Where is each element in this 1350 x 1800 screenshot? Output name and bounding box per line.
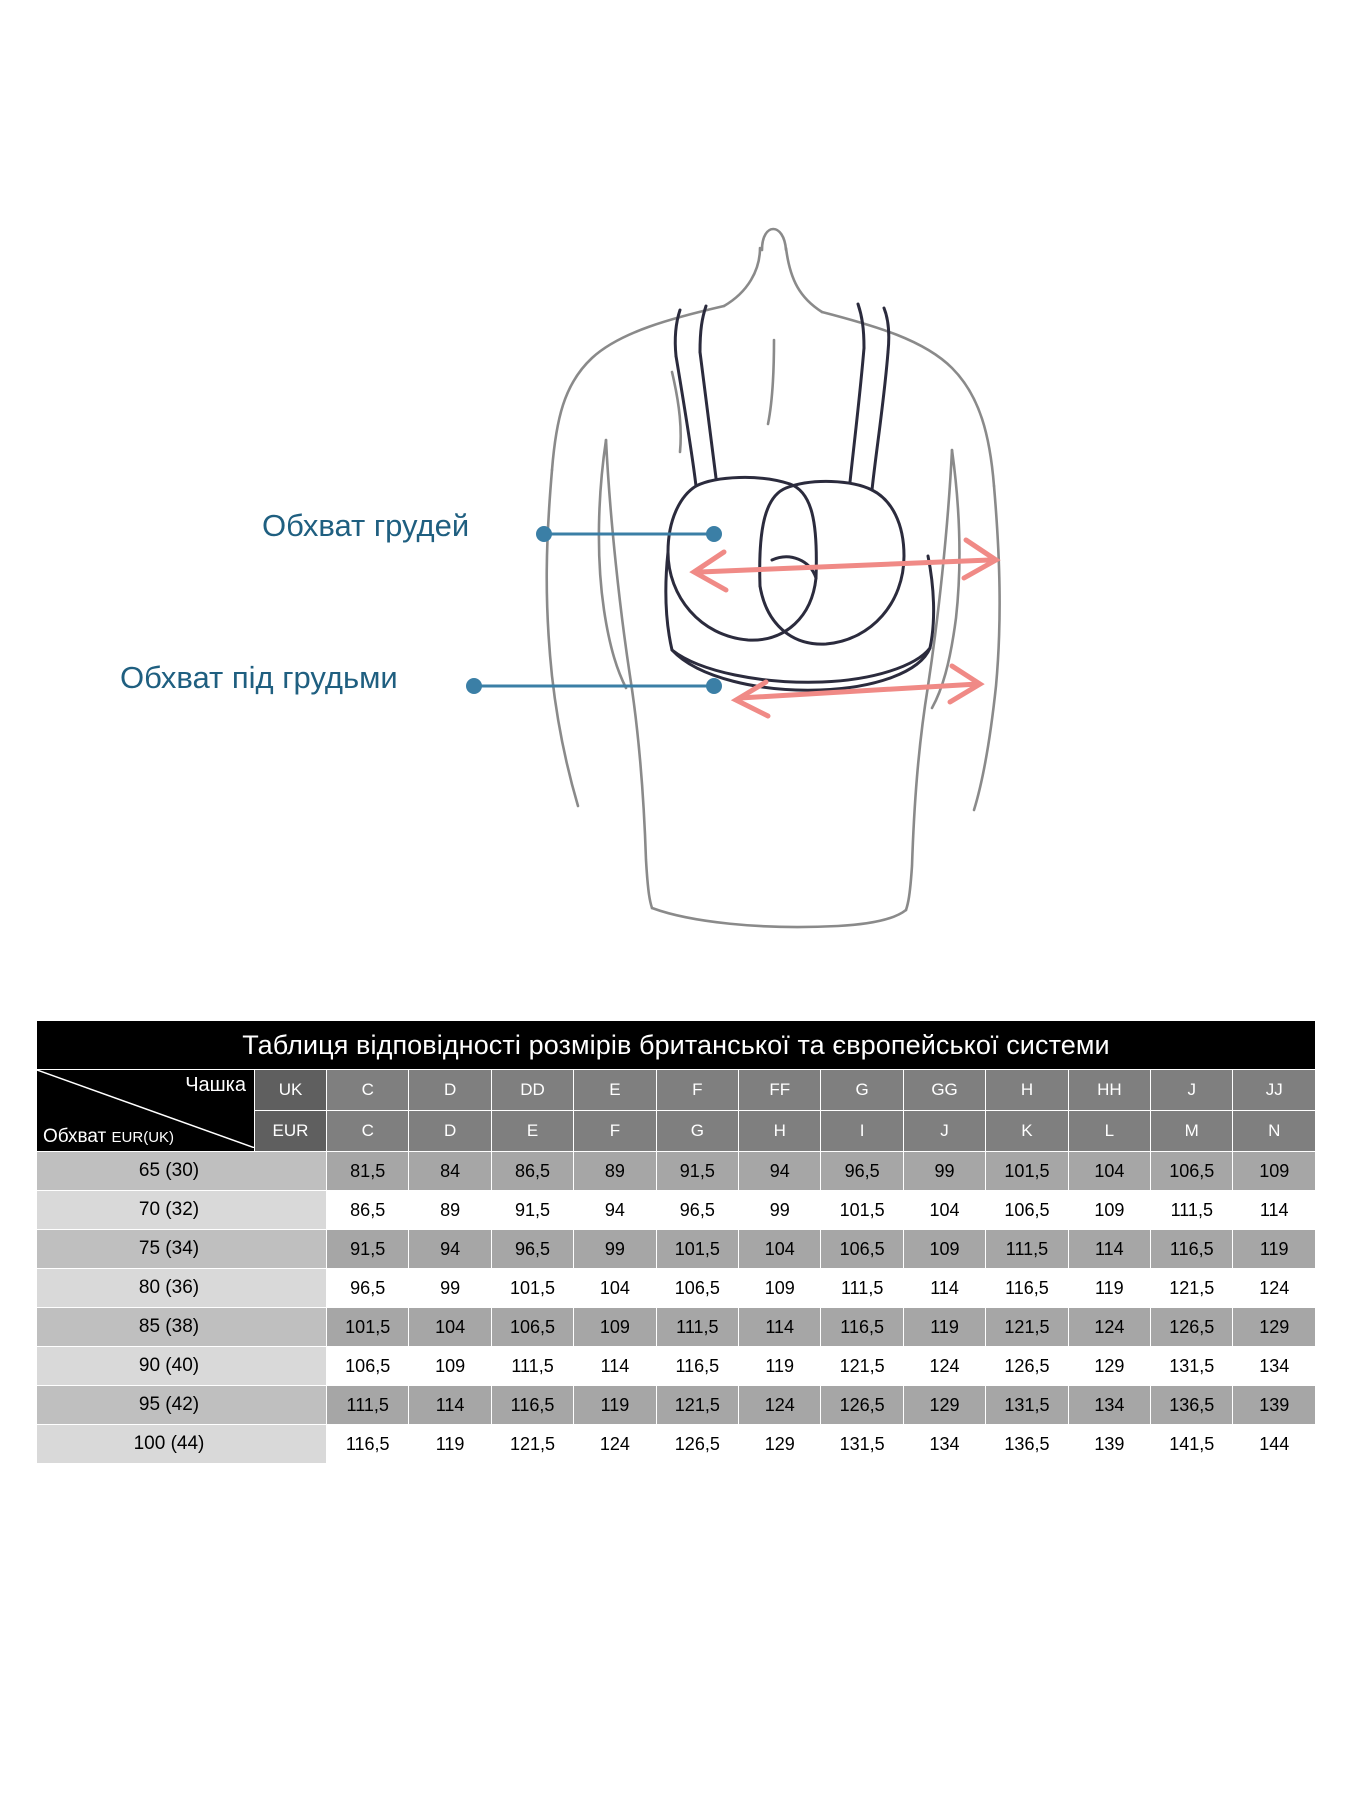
- measurement-cell: 116,5: [327, 1425, 409, 1464]
- measurement-cell: 124: [1068, 1308, 1150, 1347]
- cup-header-eur-6: I: [821, 1111, 903, 1152]
- measurement-cell: 114: [1068, 1230, 1150, 1269]
- cup-header-uk-4: F: [656, 1070, 738, 1111]
- cup-header-eur-1: D: [409, 1111, 491, 1152]
- system-label-uk: UK: [255, 1070, 327, 1111]
- measurement-cell: 111,5: [656, 1308, 738, 1347]
- table-row: [37, 1347, 1316, 1386]
- bust-label: Обхват грудей: [262, 508, 470, 543]
- measurement-cell: 106,5: [821, 1230, 903, 1269]
- underbust-label: Обхват під грудьми: [120, 660, 398, 695]
- measurement-cell: 99: [739, 1191, 821, 1230]
- band-size-label: 85 (38): [37, 1308, 327, 1347]
- measurement-cell: 119: [1068, 1269, 1150, 1308]
- measurement-cell: 109: [574, 1308, 656, 1347]
- measurement-cell: 119: [739, 1347, 821, 1386]
- measurement-cell: 111,5: [491, 1347, 573, 1386]
- cup-header-eur-11: N: [1233, 1111, 1316, 1152]
- measurement-cell: 111,5: [327, 1386, 409, 1425]
- measurement-cell: 109: [739, 1269, 821, 1308]
- cup-header-uk-2: DD: [491, 1070, 573, 1111]
- table-row: [37, 1269, 1316, 1308]
- cup-header-uk-6: G: [821, 1070, 903, 1111]
- measurement-cell: 91,5: [327, 1230, 409, 1269]
- measurement-cell: 106,5: [656, 1269, 738, 1308]
- measurement-cell: 134: [1233, 1347, 1316, 1386]
- cup-header-eur-3: F: [574, 1111, 656, 1152]
- measurement-cell: 89: [409, 1191, 491, 1230]
- measurement-cell: 134: [903, 1425, 985, 1464]
- measurement-cell: 106,5: [1151, 1152, 1233, 1191]
- measurement-cell: 101,5: [656, 1230, 738, 1269]
- measurement-cell: 99: [574, 1230, 656, 1269]
- measurement-cell: 141,5: [1151, 1425, 1233, 1464]
- system-label-eur: EUR: [255, 1111, 327, 1152]
- measurement-cell: 96,5: [656, 1191, 738, 1230]
- measurement-cell: 109: [903, 1230, 985, 1269]
- measurement-cell: 114: [409, 1386, 491, 1425]
- measurement-cell: 109: [409, 1347, 491, 1386]
- band-size-label: 100 (44): [37, 1425, 327, 1464]
- measurement-cell: 104: [739, 1230, 821, 1269]
- band-size-label: 65 (30): [37, 1152, 327, 1191]
- cup-header-uk-5: FF: [739, 1070, 821, 1111]
- cup-header-uk-7: GG: [903, 1070, 985, 1111]
- measurement-cell: 91,5: [491, 1191, 573, 1230]
- cup-header-eur-8: K: [986, 1111, 1068, 1152]
- measurement-cell: 134: [1068, 1386, 1150, 1425]
- measurement-cell: 101,5: [327, 1308, 409, 1347]
- measurement-cell: 111,5: [1151, 1191, 1233, 1230]
- cup-header-eur-5: H: [739, 1111, 821, 1152]
- table-row: [37, 1308, 1316, 1347]
- measurement-cell: 119: [574, 1386, 656, 1425]
- measurement-cell: 126,5: [656, 1425, 738, 1464]
- cup-header-uk-11: JJ: [1233, 1070, 1316, 1111]
- measurement-cell: 104: [409, 1308, 491, 1347]
- cup-header-uk-3: E: [574, 1070, 656, 1111]
- measurement-cell: 116,5: [656, 1347, 738, 1386]
- table-header-row-uk: [37, 1070, 1316, 1111]
- measurement-cell: 114: [903, 1269, 985, 1308]
- measurement-cell: 81,5: [327, 1152, 409, 1191]
- measurement-cell: 139: [1068, 1425, 1150, 1464]
- measurement-cell: 121,5: [986, 1308, 1068, 1347]
- measurement-cell: 124: [574, 1425, 656, 1464]
- cup-header-uk-8: H: [986, 1070, 1068, 1111]
- measurement-cell: 136,5: [986, 1425, 1068, 1464]
- measurement-cell: 121,5: [491, 1425, 573, 1464]
- measurement-cell: 111,5: [821, 1269, 903, 1308]
- measurement-cell: 136,5: [1151, 1386, 1233, 1425]
- measurement-cell: 111,5: [986, 1230, 1068, 1269]
- cup-header-uk-0: C: [327, 1070, 409, 1111]
- measurement-cell: 114: [739, 1308, 821, 1347]
- band-size-label: 70 (32): [37, 1191, 327, 1230]
- size-chart: [36, 1020, 1316, 1464]
- measurement-cell: 96,5: [327, 1269, 409, 1308]
- measurement-cell: 119: [1233, 1230, 1316, 1269]
- measurement-cell: 129: [739, 1425, 821, 1464]
- measurement-cell: 101,5: [821, 1191, 903, 1230]
- measurement-cell: 119: [409, 1425, 491, 1464]
- leader-lines: [466, 526, 722, 694]
- measurement-cell: 84: [409, 1152, 491, 1191]
- measurement-cell: 114: [574, 1347, 656, 1386]
- measurement-cell: 104: [903, 1191, 985, 1230]
- measurement-cell: 124: [739, 1386, 821, 1425]
- band-size-label: 95 (42): [37, 1386, 327, 1425]
- cup-header-eur-4: G: [656, 1111, 738, 1152]
- table-corner-header: [37, 1070, 255, 1152]
- measurement-cell: 124: [903, 1347, 985, 1386]
- measurement-cell: 101,5: [491, 1269, 573, 1308]
- measurement-cell: 126,5: [986, 1347, 1068, 1386]
- measurement-cell: 126,5: [821, 1386, 903, 1425]
- measurement-cell: 91,5: [656, 1152, 738, 1191]
- corner-band-label: Обхват EUR(UK): [43, 1126, 175, 1147]
- bra-outline: [666, 304, 934, 690]
- measurement-cell: 144: [1233, 1425, 1316, 1464]
- measurement-cell: 96,5: [491, 1230, 573, 1269]
- band-size-label: 90 (40): [37, 1347, 327, 1386]
- cup-header-eur-2: E: [491, 1111, 573, 1152]
- measurement-cell: 86,5: [491, 1152, 573, 1191]
- band-size-label: 80 (36): [37, 1269, 327, 1308]
- measurement-cell: 106,5: [327, 1347, 409, 1386]
- measurement-cell: 104: [1068, 1152, 1150, 1191]
- measurement-cell: 114: [1233, 1191, 1316, 1230]
- cup-header-uk-1: D: [409, 1070, 491, 1111]
- measurement-cell: 139: [1233, 1386, 1316, 1425]
- measurement-cell: 121,5: [821, 1347, 903, 1386]
- measurement-cell: 109: [1233, 1152, 1316, 1191]
- cup-header-eur-10: M: [1151, 1111, 1233, 1152]
- corner-cup-label: Чашка: [185, 1074, 246, 1096]
- measurement-cell: 94: [574, 1191, 656, 1230]
- measurement-cell: 121,5: [1151, 1269, 1233, 1308]
- measurement-cell: 116,5: [491, 1386, 573, 1425]
- measurement-cell: 119: [903, 1308, 985, 1347]
- cup-header-eur-9: L: [1068, 1111, 1150, 1152]
- measurement-cell: 131,5: [986, 1386, 1068, 1425]
- table-row: [37, 1386, 1316, 1425]
- measurement-cell: 96,5: [821, 1152, 903, 1191]
- measurement-cell: 89: [574, 1152, 656, 1191]
- cup-header-uk-9: HH: [1068, 1070, 1150, 1111]
- measurement-cell: 116,5: [821, 1308, 903, 1347]
- measurement-cell: 129: [903, 1386, 985, 1425]
- table-title-row: [37, 1021, 1316, 1070]
- table-row: [37, 1425, 1316, 1464]
- measurement-cell: 86,5: [327, 1191, 409, 1230]
- table-row: [37, 1191, 1316, 1230]
- measurement-cell: 99: [409, 1269, 491, 1308]
- measurement-cell: 121,5: [656, 1386, 738, 1425]
- measurement-cell: 106,5: [986, 1191, 1068, 1230]
- measurement-cell: 131,5: [821, 1425, 903, 1464]
- measurement-cell: 131,5: [1151, 1347, 1233, 1386]
- measurement-cell: 106,5: [491, 1308, 573, 1347]
- measurement-cell: 94: [409, 1230, 491, 1269]
- size-conversion-table: [36, 1020, 1316, 1464]
- underbust-measure-arrow: [736, 666, 980, 716]
- cup-header-eur-0: C: [327, 1111, 409, 1152]
- measurement-cell: 101,5: [986, 1152, 1068, 1191]
- band-size-label: 75 (34): [37, 1230, 327, 1269]
- measurement-cell: 116,5: [1151, 1230, 1233, 1269]
- bust-measure-arrow: [694, 540, 996, 590]
- table-title: Таблиця відповідності розмірів британської та європейської системи: [37, 1021, 1316, 1070]
- measurement-cell: 94: [739, 1152, 821, 1191]
- cup-header-uk-10: J: [1151, 1070, 1233, 1111]
- measurement-cell: 99: [903, 1152, 985, 1191]
- table-row: [37, 1230, 1316, 1269]
- table-row: [37, 1152, 1316, 1191]
- measurement-cell: 129: [1233, 1308, 1316, 1347]
- measurement-cell: 109: [1068, 1191, 1150, 1230]
- measurement-cell: 116,5: [986, 1269, 1068, 1308]
- measurement-cell: 104: [574, 1269, 656, 1308]
- measurement-cell: 129: [1068, 1347, 1150, 1386]
- measurement-cell: 124: [1233, 1269, 1316, 1308]
- cup-header-eur-7: J: [903, 1111, 985, 1152]
- measurement-cell: 126,5: [1151, 1308, 1233, 1347]
